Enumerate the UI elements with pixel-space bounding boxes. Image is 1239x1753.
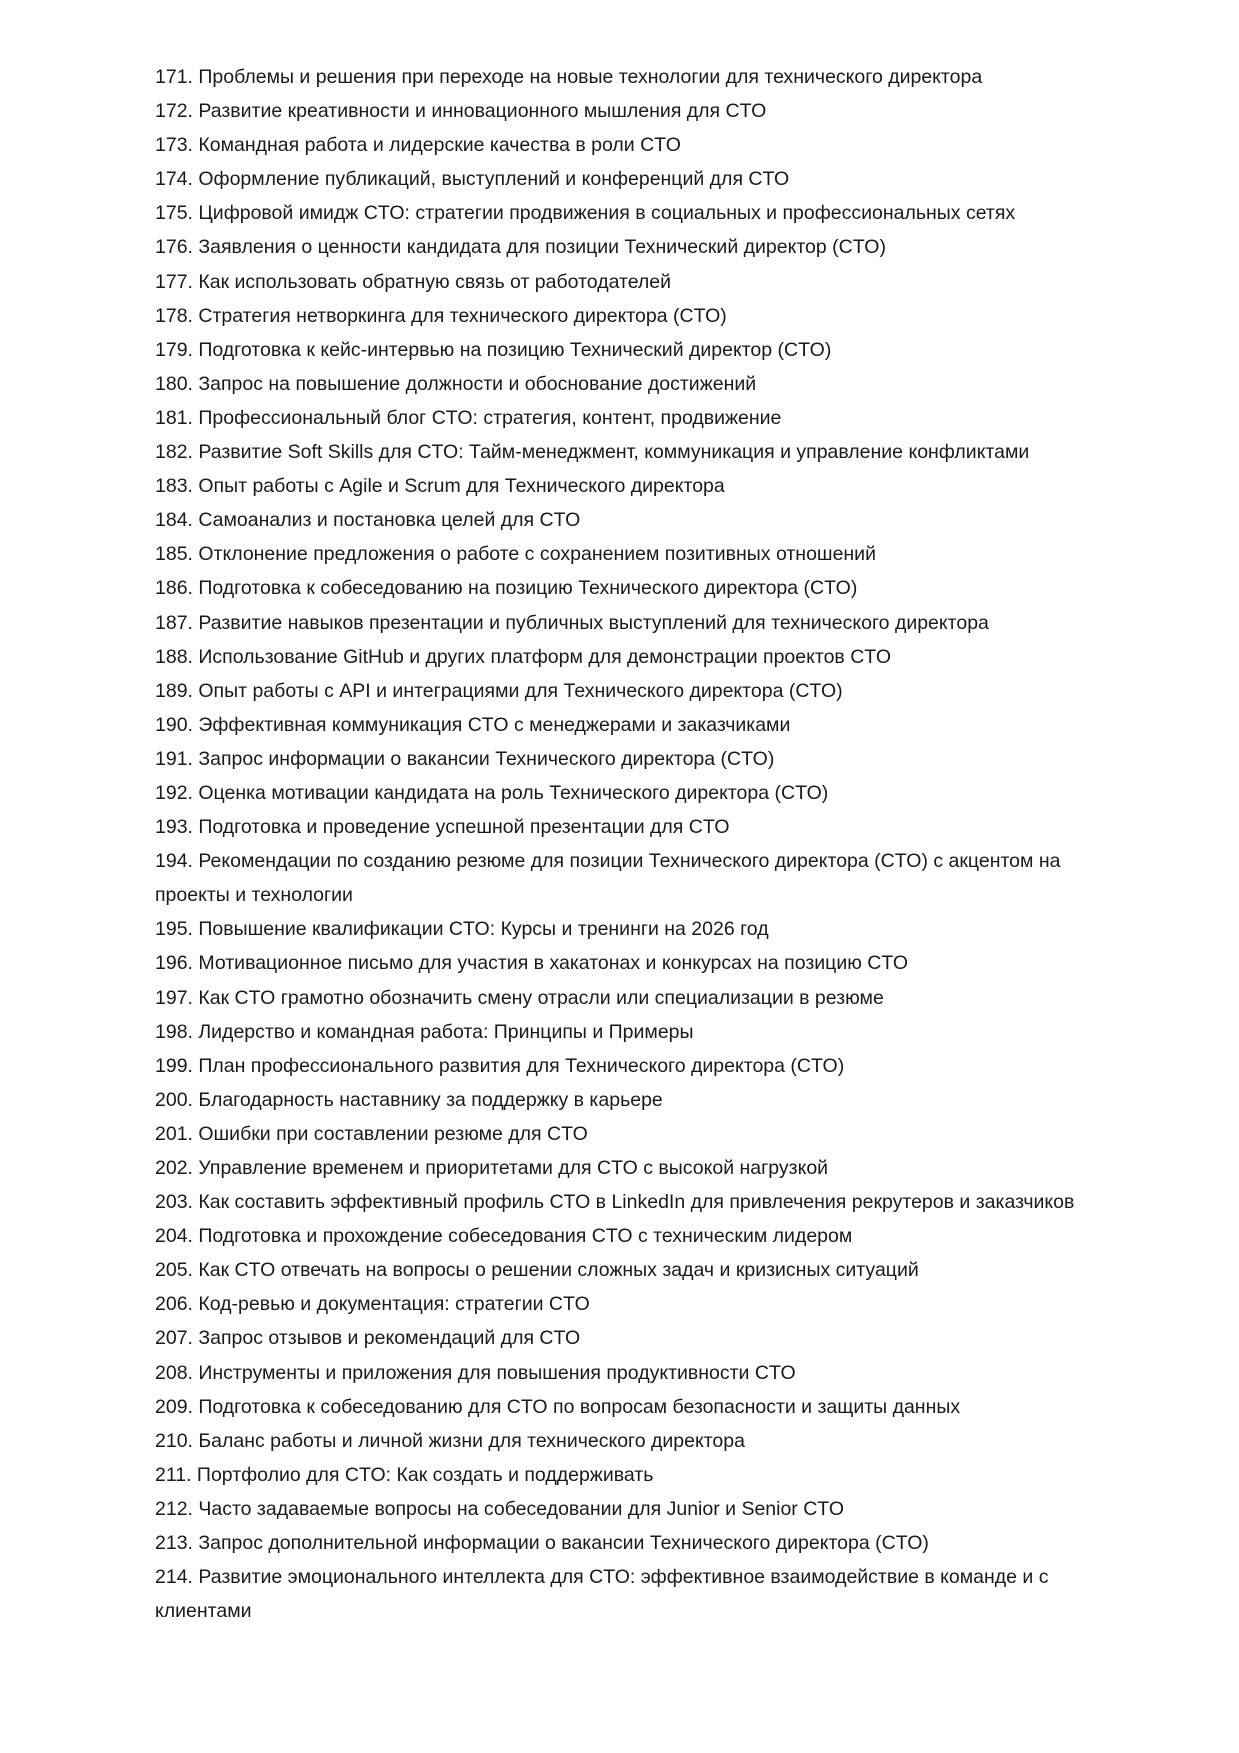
list-item: 209. Подготовка к собеседованию для CTO по вопросам безопасности и защиты данных bbox=[155, 1395, 961, 1418]
list-item: 201. Ошибки при составлении резюме для CTO bbox=[155, 1122, 588, 1145]
list-item: 188. Использование GitHub и других платформ для демонстрации проектов CTO bbox=[155, 645, 892, 668]
list-item: 185. Отклонение предложения о работе с сохранением позитивных отношений bbox=[155, 543, 876, 566]
list-item: 173. Командная работа и лидерские качества в роли CTO bbox=[155, 134, 681, 157]
list-item: 187. Развитие навыков презентации и публичных выступлений для технического директора bbox=[155, 611, 989, 634]
list-item: 172. Развитие креативности и инновационного мышления для CTO bbox=[155, 100, 767, 123]
list-item: 205. Как CTO отвечать на вопросы о решении сложных задач и кризисных ситуаций bbox=[155, 1259, 919, 1282]
list-item: 213. Запрос дополнительной информации о вакансии Технического директора (CTO) bbox=[155, 1532, 929, 1555]
list-item: 174. Оформление публикаций, выступлений и конференций для CTO bbox=[155, 168, 790, 191]
list-item: 171. Проблемы и решения при переходе на новые технологии для технического директора bbox=[155, 66, 983, 88]
document-page bbox=[155, 60, 1085, 1628]
list-item: 214. Развитие эмоционального интеллекта для CTO: эффективное взаимодействие в команде и с клиентами bbox=[155, 1566, 1049, 1623]
list-item: 197. Как CTO грамотно обозначить смену отрасли или специализации в резюме bbox=[155, 986, 884, 1009]
list-item: 186. Подготовка к собеседованию на позицию Технического директора (CTO) bbox=[155, 577, 858, 600]
list-item: 189. Опыт работы с API и интеграциями для Технического директора (CTO) bbox=[155, 679, 843, 702]
list-item: 177. Как использовать обратную связь от работодателей bbox=[155, 270, 672, 293]
list-item: 191. Запрос информации о вакансии Технического директора (CTO) bbox=[155, 747, 775, 770]
list-item: 200. Благодарность наставнику за поддержку в карьере bbox=[155, 1088, 663, 1111]
list-item: 193. Подготовка и проведение успешной презентации для CTO bbox=[155, 816, 730, 839]
list-item: 183. Опыт работы с Agile и Scrum для Технического директора bbox=[155, 475, 725, 498]
list-item: 180. Запрос на повышение должности и обоснование достижений bbox=[155, 372, 757, 395]
list-item: 211. Портфолио для CTO: Как создать и поддерживать bbox=[155, 1463, 654, 1486]
list-item: 178. Стратегия нетворкинга для технического директора (CTO) bbox=[155, 304, 727, 327]
list-item: 181. Профессиональный блог CTO: стратегия, контент, продвижение bbox=[155, 406, 782, 429]
list-item: 192. Оценка мотивации кандидата на роль Технического директора (CTO) bbox=[155, 781, 829, 804]
list-item: 184. Самоанализ и постановка целей для CTO bbox=[155, 509, 581, 532]
list-item: 206. Код-ревью и документация: стратегии CTO bbox=[155, 1293, 590, 1316]
list-item: 207. Запрос отзывов и рекомендаций для CTO bbox=[155, 1327, 581, 1350]
list-item: 194. Рекомендации по созданию резюме для позиции Технического директора (CTO) с акцентом на проекты и технологии bbox=[155, 850, 1061, 907]
list-item: 195. Повышение квалификации CTO: Курсы и тренинги на 2026 год bbox=[155, 918, 769, 941]
list-item: 176. Заявления о ценности кандидата для позиции Технический директор (CTO) bbox=[155, 236, 886, 259]
list-item: 182. Развитие Soft Skills для CTO: Тайм-менеджмент, коммуникация и управление конфликтами bbox=[155, 441, 1030, 464]
list-item: 203. Как составить эффективный профиль CTO в LinkedIn для привлечения рекрутеров и заказчиков bbox=[155, 1191, 1075, 1214]
list-item: 208. Инструменты и приложения для повышения продуктивности CTO bbox=[155, 1361, 796, 1384]
list-item: 175. Цифровой имидж CTO: стратегии продвижения в социальных и профессиональных сетях bbox=[155, 202, 1016, 225]
list-item: 190. Эффективная коммуникация CTO с менеджерами и заказчиками bbox=[155, 713, 791, 736]
list-item: 210. Баланс работы и личной жизни для технического директора bbox=[155, 1429, 745, 1452]
list-item: 212. Часто задаваемые вопросы на собеседовании для Junior и Senior CTO bbox=[155, 1497, 845, 1520]
list-item: 196. Мотивационное письмо для участия в хакатонах и конкурсах на позицию CTO bbox=[155, 952, 909, 975]
list-item: 202. Управление временем и приоритетами для CTO с высокой нагрузкой bbox=[155, 1157, 829, 1179]
list-item: 179. Подготовка к кейс-интервью на позицию Технический директор (CTO) bbox=[155, 338, 832, 361]
list-item: 199. План профессионального развития для Технического директора (CTO) bbox=[155, 1054, 845, 1077]
list-item: 204. Подготовка и прохождение собеседования CTO с техническим лидером bbox=[155, 1225, 853, 1248]
list-item: 198. Лидерство и командная работа: Принципы и Примеры bbox=[155, 1020, 694, 1043]
